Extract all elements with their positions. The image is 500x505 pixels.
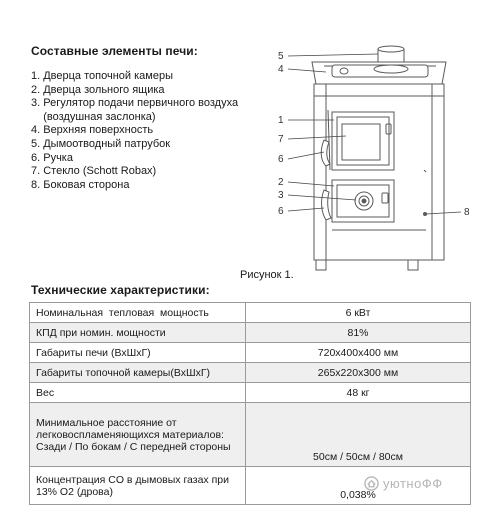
stove-leg-right: [408, 260, 418, 270]
spec-row-dimensions: [30, 343, 471, 363]
parts-list-item: 8. Боковая сторона: [31, 178, 130, 191]
stove-flue-collar: [374, 65, 408, 73]
watermark-text: уютноФФ: [383, 476, 443, 491]
stove-leg-left: [316, 260, 326, 270]
parts-list-item: (воздушная заслонка): [31, 110, 156, 123]
spec-row-weight: [30, 383, 471, 403]
parts-list: [31, 70, 238, 192]
house-logo-icon: [364, 476, 379, 491]
spec-row-power: [30, 303, 471, 323]
spec-value: 81%: [246, 323, 471, 343]
spec-row-firebox-dimensions: [30, 363, 471, 383]
spec-row-efficiency: [30, 323, 471, 343]
spec-label: КПД при номин. мощности: [30, 323, 246, 343]
callout-2: 2: [278, 177, 284, 188]
parts-list-item: 7. Стекло (Schott Robax): [31, 165, 157, 178]
watermark: [364, 476, 443, 491]
spec-value: 48 кг: [246, 383, 471, 403]
parts-list-item: 5. Дымоотводный патрубок: [31, 137, 171, 150]
parts-heading: Составные элементы печи:: [31, 44, 198, 58]
callout-8: 8: [464, 207, 470, 218]
spec-label: Минимальное расстояние от легковоспламеняющихся материалов: Сзади / По бокам / С передней стороны: [30, 403, 246, 467]
spec-value: 6 кВт: [246, 303, 471, 323]
spec-label: Номинальная тепловая мощность: [30, 303, 246, 323]
figure-caption: Рисунок 1.: [240, 269, 294, 281]
callout-5: 5: [278, 51, 284, 62]
stove-body: [314, 84, 444, 260]
specs-heading: Технические характеристики:: [31, 283, 210, 297]
spec-label: Вес: [30, 383, 246, 403]
stove-door-glass: [342, 124, 380, 160]
spec-value: 265x220x300 мм: [246, 363, 471, 383]
callout-6a: 6: [278, 154, 284, 165]
spec-value: 720x400x400 мм: [246, 343, 471, 363]
spec-label: Габариты топочной камеры(ВхШхГ): [30, 363, 246, 383]
parts-list-item: 6. Ручка: [31, 151, 73, 164]
spec-value: 50см / 50см / 80см: [246, 403, 471, 467]
callout-6b: 6: [278, 206, 284, 217]
parts-list-item: 2. Дверца зольного ящика: [31, 83, 165, 96]
parts-list-item: 4. Верхняя поверхность: [31, 124, 154, 137]
spec-row-clearance: [30, 403, 471, 467]
callout-1: 1: [278, 115, 284, 126]
spec-label: Габариты печи (ВхШхГ): [30, 343, 246, 363]
callout-4: 4: [278, 64, 284, 75]
parts-list-item: 3. Регулятор подачи первичного воздуха: [31, 97, 239, 110]
specs-table: [29, 302, 471, 505]
callout-3: 3: [278, 190, 284, 201]
spec-label: Концентрация CO в дымовых газах при 13% O2 (дрова): [30, 467, 246, 505]
spec-value: 0,038%: [246, 467, 471, 505]
stove-flue-pipe-top: [378, 46, 404, 52]
callout-7: 7: [278, 134, 284, 145]
parts-list-item: 1. Дверца топочной камеры: [31, 70, 173, 82]
stove-diagram: [268, 40, 488, 280]
